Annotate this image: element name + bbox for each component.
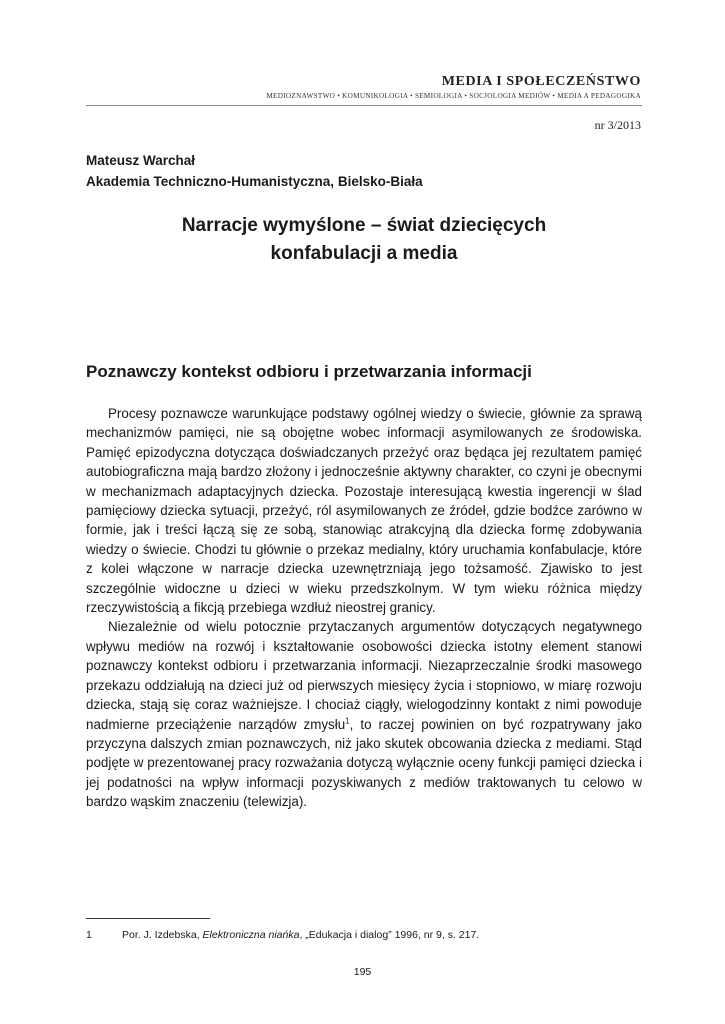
- footnote-number: 1: [86, 929, 92, 941]
- article-title-line-1: Narracje wymyślone – świat dziecięcych: [181, 215, 547, 236]
- journal-header: [266, 74, 641, 100]
- footnote-suffix: , „Edukacja i dialog” 1996, nr 9, s. 217.: [299, 929, 480, 941]
- paragraph-2-part-2: , to raczej powinien on być rozpatrywany jako przyczyna dalszych zmian poznawczych, niż jako skutek obcowania dziecka z mediami. Stąd podjęte w prezentowanej pracy rozważania dotyczą wyłącznie oceny funkcji pamięci dziecka i jej podatności na wpływ informacji pozyskiwanych z mediów traktowanych tu celowo w bardzo wąskim znaczeniu (telewizja).: [86, 716, 642, 810]
- footnote-divider: [86, 918, 210, 919]
- author-block: [86, 150, 423, 192]
- article-title: [86, 212, 642, 268]
- paragraph-2-part-1: Niezależnie od wielu potocznie przytaczanych argumentów dotyczących negatywnego wpływu mediów na rozwój i kształtowanie osobowości dziecka istotny element stanowi poznawczy kontekst odbioru i przetwarzania informacji. Niezaprzeczalnie środki masowego przekazu oddziałują na dzieci już od pierwszych miesięcy życia i stopniowo, w miarę rozwoju dziecka, stają się coraz ważniejsze. I chociaż ciągły, wielogodzinny kontakt z nimi powoduje nadmierne przeciążenie narządów zmysłu: [86, 619, 642, 732]
- issue-number: nr 3/2013: [594, 118, 641, 132]
- journal-title: MEDIA I SPOŁECZEŃSTWO: [441, 74, 641, 89]
- body-text: [86, 404, 642, 812]
- footnote: [86, 929, 479, 941]
- paragraph-2: [86, 617, 642, 811]
- author-name: Mateusz Warchał: [86, 153, 196, 168]
- header-divider: [86, 105, 642, 106]
- journal-subtitle: MEDIOZNAWSTWO • KOMUNIKOLOGIA • SEMIOLOGIA • SOCJOLOGIA MEDIÓW • MEDIA A PEDAGOGIKA: [266, 92, 641, 100]
- paragraph-1: Procesy poznawcze warunkujące podstawy ogólnej wiedzy o świecie, głównie za sprawą mechanizmów pamięci, nie są obojętne wobec informacji asymilowanych ze środowiska. Pamięć epizodyczna dotycząca doświadczanych przeżyć oraz będąca jej rezultatem pamięć autobiograficzna mają bardzo złożony i jednocześnie aktywny charakter, co czyni je obecnymi w mechanizmach adaptacyjnych dziecka. Pozostaje interesującą kwestia ingerencji w ślad pamięciowy dziecka sytuacji, przeżyć, ról asymilowanych ze źródeł, gdzie bodźce zarówno w formie, jak i treści łączą się ze sobą, stanowiąc atrakcyjną dla dziecka formę zdobywania wiedzy o świecie. Chodzi tu głównie o przekaz medialny, który uruchamia konfabulacje, które z kolei włączone w narracje dziecka uzewnętrzniają jego tożsamość. Zjawisko to jest szczególnie widoczne u dzieci w wieku przedszkolnym. W tym wieku różnica między rzeczywistością a fikcją przebiega wzdłuż nieostrej granicy.: [86, 406, 642, 616]
- page-number: 195: [353, 966, 372, 978]
- author-affiliation: Akademia Techniczno-Humanistyczna, Bielsko-Biała: [86, 174, 423, 189]
- footnote-reference[interactable]: 1: [345, 716, 350, 726]
- article-title-line-2: konfabulacji a media: [270, 243, 458, 264]
- footnote-prefix: Por. J. Izdebska,: [122, 929, 203, 941]
- footnote-cited-title: Elektroniczna niańka: [202, 929, 300, 941]
- section-heading: Poznawczy kontekst odbioru i przetwarzania informacji: [86, 362, 532, 381]
